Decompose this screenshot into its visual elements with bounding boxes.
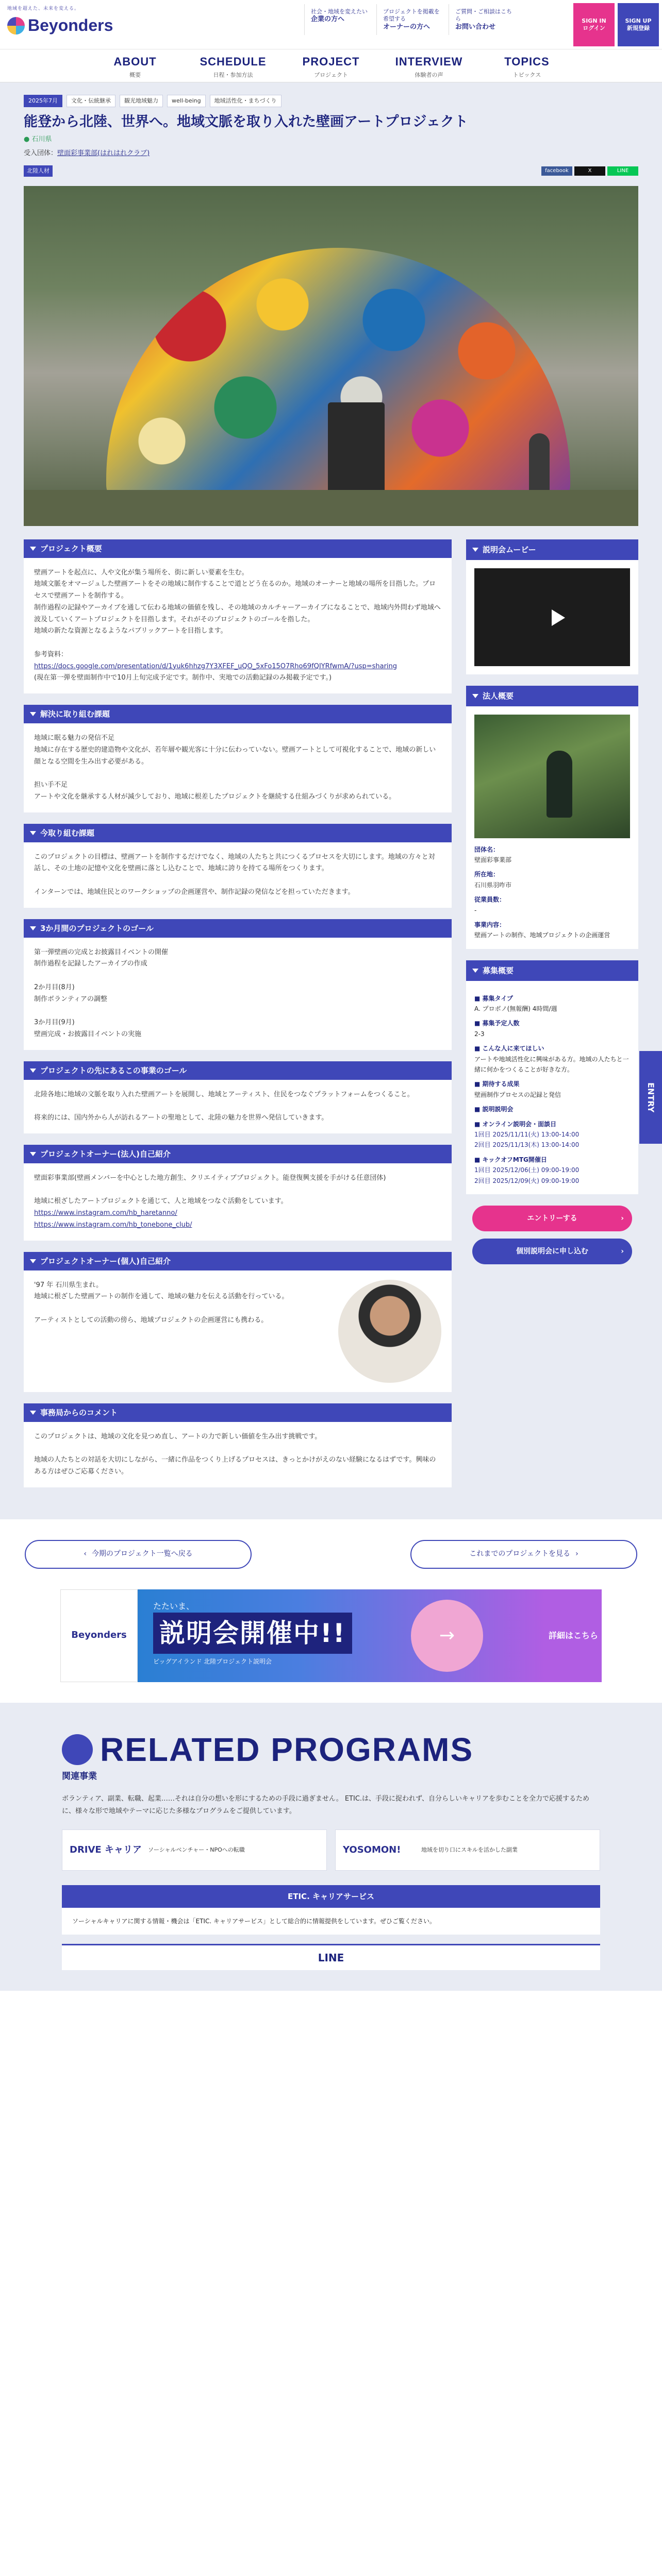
sign-in-sub: ログイン [583,25,605,31]
consult-label: 個別説明会に申し込む [516,1247,588,1256]
entry-button[interactable] [472,1206,632,1231]
related-title [62,1732,600,1768]
section-title: プロジェクト概要 [40,544,102,553]
nav-en: PROJECT [302,55,360,68]
schedule-title: ■ 説明説明会 [474,1106,514,1113]
recruit-label: ■ 募集予定人数 [474,1020,520,1027]
section-body: 北陸各地に地域の文脈を取り入れた壁画アートを展開し、地域とアーティスト、住民をつなぐプラットフォームをつくること。 将来的には、国内外から人が訪れるアートの聖地として、北陸の魅力を世界へ発信していきます。 [24,1080,452,1133]
header-link-label: オーナーの方へ [383,23,431,31]
nav-about[interactable] [86,49,184,82]
project-detail [0,82,662,1519]
sign-up-sub: 新規登録 [627,25,650,31]
section-header [24,1403,452,1422]
main-content [24,539,452,1499]
video-player[interactable] [474,568,630,666]
schedule-slot[interactable]: 1回目 2025/11/11(火) 13:00-14:00 [474,1131,580,1138]
past-projects-button[interactable] [410,1540,637,1569]
section-title: 3か月間のプロジェクトのゴール [40,923,154,933]
section-body: 地域に眠る魅力の発信不足 地域に存在する歴史的建造物や文化が、若年層や観光客に十分に伝わっていない。壁画アートとして可視化することで、地域の新しい顔となる空間を生み出す必要がある。 担い手不足 アートや文化を継承する人材が減少しており、地域に根差したプロジェクトを継続する仕組みづくりが求められている。 [24,723,452,812]
entry-label: エントリーする [527,1214,577,1223]
header-link-company[interactable] [304,4,376,35]
nav-schedule[interactable] [184,49,282,82]
line-section-title: LINE [62,1944,600,1970]
recruit-label: ■ こんな人に来てほしい [474,1045,544,1053]
sign-up-label: SIGN UP [625,17,652,24]
section-title: プロジェクトの先にあるこの事業のゴール [40,1065,187,1075]
schedule-online-label: ■ オンライン説明会・面談日 [474,1120,557,1128]
floating-entry-button[interactable]: ENTRY [639,1051,662,1144]
video-card [466,560,638,674]
related-card-yosomon[interactable] [335,1829,600,1871]
page-title: 能登から北陸、世界へ。地域文脈を取り入れた壁画アートプロジェクト [24,113,468,130]
nav-en: SCHEDULE [200,55,267,68]
chevron-down-icon [30,831,36,835]
section-header [24,539,452,558]
chevron-down-icon [30,1411,36,1415]
nav-en: TOPICS [504,55,550,68]
consult-button[interactable] [472,1239,632,1264]
chevron-down-icon [472,694,478,698]
share-buttons [541,166,638,176]
section-header [24,1061,452,1080]
card-text: 地域を切り口にスキルを活かした副業 [421,1846,518,1853]
region-badge: 北陸人材 [24,165,53,177]
schedule-offline-label: ■ キックオフMTG開催日 [474,1156,547,1163]
section-header [24,1252,452,1270]
circle-icon [62,1734,93,1765]
schedule-slot[interactable]: 2回目 2025/11/13(木) 13:00-14:00 [474,1141,580,1149]
project-tags [24,95,638,107]
banner-caption: ビッグアイランド 北陸プロジェクト説明会 [153,1658,272,1666]
tag[interactable]: well-being [167,95,206,107]
banner-headline: 説明会開催中!! [153,1613,352,1654]
brand-mark-icon [7,17,25,35]
corp-value: 壁面彩事業部 [474,856,512,863]
corp-value: 石川県羽咋市 [474,881,512,889]
corp-image [474,715,630,838]
recruit-value: 壁画制作プロセスの記録と発信 [474,1091,561,1098]
section-body: このプロジェクトは、地域の文化を見つめ直し、アートの力で新しい価値を生み出す挑戦です。 地域の人たちとの対話を大切にしながら、一緒に作品をつくり上げるプロセスは、きっとかけがえのない経験になるはずです。興味のある方はぜひご応募ください。 [24,1422,452,1487]
nav-jp: トピックス [512,72,541,79]
sidebar-header [466,686,638,706]
reference-link[interactable]: https://docs.google.com/presentation/d/1yuk6hhzg7Y3XFEF_uQO_5xFo15O7Rho69fQIYRfwmA/?usp=sharing [34,662,398,670]
chevron-down-icon [30,926,36,930]
header-link-label: 企業の方へ [311,15,345,24]
share-x-button[interactable]: X [574,166,605,176]
related-card-drive[interactable] [62,1829,327,1871]
section-body [24,1163,452,1241]
corp-label: 所在地： [474,871,500,878]
host-org [24,148,638,159]
section-body [24,558,452,694]
logo[interactable] [7,5,113,39]
avatar [338,1280,441,1383]
header-link-sub: 社会・地域を変えたい [311,8,368,15]
header [0,0,662,49]
org-link[interactable]: 壁面彩事業部(はれはれクラブ) [57,149,150,158]
tag[interactable]: 文化・伝統継承 [67,95,115,107]
card-logo: DRIVE キャリア [70,1844,142,1855]
banner-small: たたいま、 [153,1601,195,1611]
recruit-label: ■ 期待する成果 [474,1080,520,1088]
related-subtitle: 関連事業 [62,1771,97,1782]
chevron-right-icon: › [621,1214,624,1223]
nav-en: ABOUT [113,55,157,68]
prev-label: 今期のプロジェクト一覧へ戻る [91,1550,193,1558]
section-note: (現在第一弾を壁面制作中で10月上旬完成予定です。制作中、実地での活動記録のみ掲載予定です。) [34,674,332,682]
instagram-link[interactable]: https://www.instagram.com/hb_haretanno/ [34,1209,177,1217]
sign-up-button[interactable] [618,3,659,46]
section-header [24,919,452,938]
chevron-down-icon [472,548,478,552]
sign-in-button[interactable] [573,3,615,46]
section-text: 壁面彩事業部(壁画メンバーを中心とした地方創生、クリエイティブプロジェクト。能登復興支援を手がける任意団体) 地域に根ざしたアートプロジェクトを通じて、人と地域をつなぐ活動をしています。 [34,1174,386,1206]
chevron-down-icon [472,969,478,973]
nav-topics[interactable] [478,49,576,82]
pager [25,1540,637,1569]
nav-jp: 日程・参加方法 [213,72,253,79]
sign-in-label: SIGN IN [582,17,606,24]
corp-value: - [474,906,477,914]
corp-label: 事業内容： [474,921,506,928]
logo-tagline: 地域を超えた、未来を変える。 [7,6,80,11]
chevron-left-icon: ‹ [84,1550,87,1558]
career-title: ETIC. キャリアサービス [62,1885,600,1908]
ground [24,490,638,526]
section-header [24,824,452,842]
nav-jp: 概要 [129,72,141,79]
sidebar-title: 説明会ムービー [483,545,536,554]
sidebar [466,539,638,1499]
owner-bio: '97 年 石川県生まれ。 地域に根ざした壁画アートの制作を通して、地域の魅力を伝える活動を行っている。 アーティストとしての活動の傍ら、地域プロジェクトの企画運営にも携わる。 [34,1281,289,1324]
recruit-value: 2-3 [474,1030,485,1038]
header-link-contact[interactable] [449,4,521,35]
sidebar-header [466,539,638,560]
section-header [24,1145,452,1163]
recruit-label: ■ 募集タイプ [474,994,513,1002]
chevron-down-icon [30,547,36,551]
global-nav [0,49,662,82]
section-title: 今取り組む課題 [40,828,95,838]
schedule-slot[interactable]: 1回目 2025/12/06(土) 09:00-19:00 [474,1166,580,1174]
career-body: ソーシャルキャリアに関する情報・機会は「ETIC. キャリアサービス」として総合的に情報提供をしています。ぜひご覧ください。 [62,1908,600,1935]
org-prefix: 受入団体： [24,149,58,158]
nav-en: INTERVIEW [395,55,463,68]
schedule-slot[interactable]: 2回目 2025/12/09(火) 09:00-19:00 [474,1177,580,1184]
arrow-right-icon: → [439,1624,455,1646]
chevron-down-icon [30,1259,36,1263]
recruit-value: アートや地域活性化に興味がある方。地域の人たちと一緒に何かをつくることが好きな方。 [474,1055,629,1074]
hero-image [24,186,638,526]
recruit-value: A. プロボノ(無報酬) 4時間/週 [474,1005,557,1013]
nav-interview[interactable] [380,49,478,82]
card-logo: YOSOMON! [343,1844,401,1855]
chevron-right-icon: › [621,1247,624,1256]
chevron-down-icon [30,1152,36,1156]
section-title: プロジェクトオーナー(個人)自己紹介 [40,1256,171,1266]
instagram-link[interactable]: https://www.instagram.com/hb_tonebone_club/ [34,1221,192,1229]
prev-projects-button[interactable] [25,1540,252,1569]
recruit-card [466,981,638,1194]
corp-label: 従業員数： [474,896,506,904]
play-icon[interactable] [552,609,565,626]
header-link-sub: プロジェクトを掲載を希望する [383,8,440,23]
corp-value: 壁画アートの制作、地域プロジェクトの企画運営 [474,931,610,939]
sidebar-title: 募集概要 [483,965,514,975]
card-text: ソーシャルベンチャー・NPOへの転職 [148,1846,245,1853]
header-link-label: お問い合わせ [455,23,496,31]
banner-brand: Beyonders [60,1589,138,1682]
banner-arrow[interactable] [411,1600,483,1672]
next-label: これまでのプロジェクトを見る [469,1550,571,1558]
section-title: 解決に取り組む課題 [40,709,110,719]
location-label: 石川県 [31,135,52,144]
corp-card [466,706,638,949]
related-desc: ボランティア、副業、転職、起業……それは自分の想いを形にするための手段に過ぎません。 ETIC.は、手段に捉われず、自分らしいキャリアを歩むことを全力で応援するために、様々な形で地域やテーマに応じた多様なプログラムをご提供しています。 [62,1795,589,1815]
chevron-down-icon [30,1069,36,1073]
tag-term[interactable]: 2025年7月 [24,95,62,107]
banner-detail[interactable]: 詳細はこちら [545,1589,602,1682]
section-text: 壁画アートを起点に、人や文化が集う場所を、街に新しい要素を生む。 地域文脈をオマージュした壁画アートをその地域に制作することで道とどう在るのか。地域のオーナーと地域の場所を目指した。プロセスで壁画アートを制作する。 制作過程の記録やアーカイブを通して伝わる地域の価値を残し、その地域のカルチャーアーカイブになることで、地域内外問わず地域へ波及していくアートプロジェクトを目指します。それがそのプロジェクトのゴールを指した。 地域の新たな資源となるようなパブリックアートを目指します。 参考資料： [34,568,441,658]
corp-label: 団体名： [474,845,500,853]
share-facebook-button[interactable]: facebook [541,166,572,176]
sidebar-title: 法人概要 [483,691,514,701]
section-title: プロジェクトオーナー(法人)自己紹介 [40,1149,171,1159]
chevron-right-icon: › [575,1550,578,1558]
related-programs [0,1703,662,1991]
nav-jp: プロジェクト [314,72,348,79]
nav-project[interactable] [282,49,380,82]
person-figure [547,751,572,818]
tag[interactable]: 観光地域魅力 [120,95,163,107]
section-body: 第一弾壁画の完成とお披露目イベントの開催 制作過程を記録したアーカイブの作成 2か月目(8月) 制作ボランティアの調整 3か月目(9月) 壁画完成・お披露目イベントの実施 [24,938,452,1050]
nav-jp: 体験者の声 [415,72,443,79]
section-body: このプロジェクトの目標は、壁画アートを制作するだけでなく、地域の人たちと共につくるプロセスを大切にします。地域の方々と対話し、その土地の記憶や文化を壁画に落とし込むことで、地域に誇りを持てる場所をつくります。 インターンでは、地域住民とのワークショップの企画運営や、制作記録の発信などを担っていただきます。 [24,842,452,908]
related-title-text: RELATED PROGRAMS [100,1731,474,1768]
header-link-owner[interactable] [376,4,449,35]
brand-name: Beyonders [28,16,113,35]
chevron-down-icon [30,712,36,716]
section-body [24,1270,452,1392]
location: ● 石川県 [24,135,52,144]
sidebar-header [466,960,638,981]
tag[interactable]: 地域活性化・まちづくり [210,95,282,107]
header-link-sub: ご質問・ご相談はこちら [455,8,512,23]
section-title: 事務局からのコメント [40,1408,118,1417]
share-line-button[interactable]: LINE [607,166,638,176]
section-header [24,705,452,723]
event-banner[interactable] [60,1589,602,1682]
